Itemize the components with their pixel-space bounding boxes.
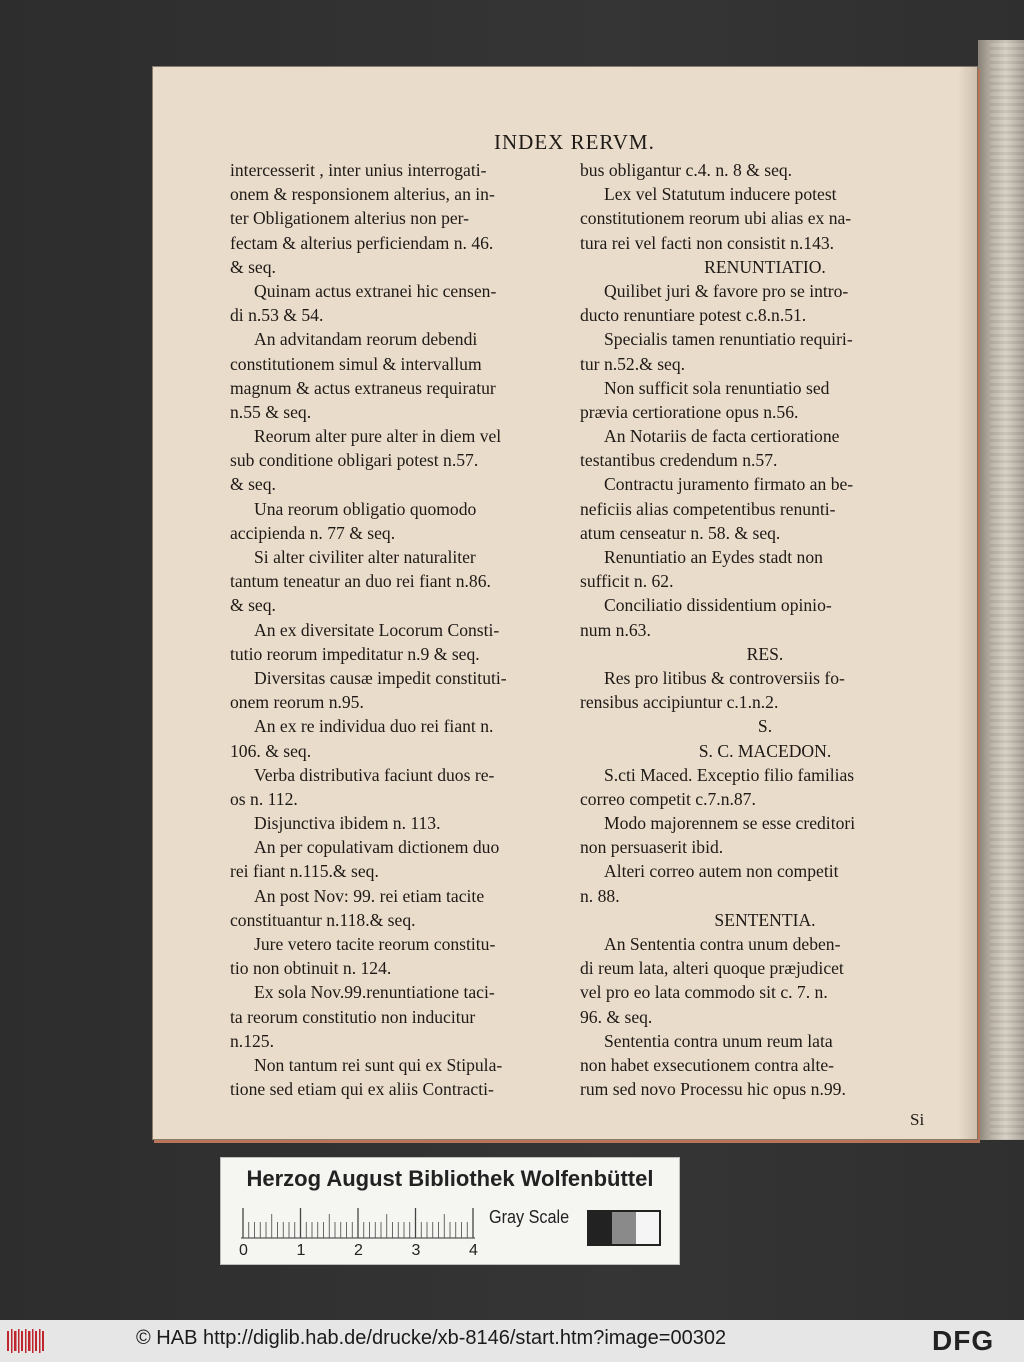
index-line: & seq. bbox=[230, 474, 276, 495]
index-line: Reorum alter pure alter in diem vel bbox=[254, 426, 502, 447]
index-line: correo competit c.7.n.87. bbox=[580, 788, 756, 809]
index-line: di reum lata, alteri quoque præjudicet bbox=[580, 958, 844, 979]
index-line: Ex sola Nov.99.renuntiatione taci- bbox=[254, 982, 495, 1003]
left-column bbox=[230, 158, 572, 1101]
index-line: Disjunctiva ibidem n. 113. bbox=[254, 813, 441, 834]
index-line: & seq. bbox=[230, 256, 276, 277]
index-line: Verba distributiva faciunt duos re- bbox=[254, 764, 495, 785]
index-line: tantum teneatur an duo rei fiant n.86. bbox=[230, 571, 491, 592]
index-line: Quilibet juri & favore pro se intro- bbox=[604, 280, 849, 301]
ruler-label: 3 bbox=[411, 1242, 421, 1259]
index-line: constitutionem reorum ubi alias ex na- bbox=[580, 208, 852, 229]
index-line: An Sententia contra unum deben- bbox=[604, 934, 841, 954]
index-line: testantibus credendum n.57. bbox=[580, 450, 778, 471]
index-line: tio non obtinuit n. 124. bbox=[230, 958, 392, 979]
index-line: tur n.52.& seq. bbox=[580, 353, 686, 374]
footer-credit: © HAB http://diglib.hab.de/drucke/xb-8146/start.htm?image=00302 bbox=[136, 1327, 727, 1349]
index-line: vel pro eo lata commodo sit c. 7. n. bbox=[580, 982, 828, 1003]
index-line: Non sufficit sola renuntiatio sed bbox=[604, 377, 830, 398]
gray-swatch-patch bbox=[612, 1212, 635, 1244]
index-line: Alteri correo autem non competit bbox=[604, 861, 839, 882]
index-line: 106. & seq. bbox=[230, 740, 312, 761]
index-line: neficiis alias competentibus renunti- bbox=[580, 498, 836, 519]
section-heading: S. bbox=[757, 716, 773, 737]
section-heading: S. C. MACEDON. bbox=[698, 740, 832, 761]
index-line: Renuntiatio an Eydes stadt non bbox=[604, 547, 823, 567]
index-line: ducto renuntiare potest c.8.n.51. bbox=[580, 305, 807, 326]
index-line: os n. 112. bbox=[230, 788, 298, 809]
gray-swatch-patch bbox=[589, 1212, 612, 1244]
index-line: An advitandam reorum debendi bbox=[254, 329, 478, 350]
right-column bbox=[580, 158, 950, 1101]
index-line: rensibus accipiuntur c.1.n.2. bbox=[580, 692, 779, 713]
index-line: An per copulativam dictionem duo bbox=[254, 837, 500, 858]
index-line: prævia certioratione opus n.56. bbox=[580, 401, 799, 422]
index-line: An ex re individua duo rei fiant n. bbox=[254, 716, 494, 737]
color-target-card bbox=[220, 1157, 680, 1265]
index-line: Quinam actus extranei hic censen- bbox=[254, 280, 497, 301]
index-line: di n.53 & 54. bbox=[230, 305, 324, 326]
section-heading: SENTENTIA. bbox=[714, 909, 816, 930]
index-line: sub conditione obligari potest n.57. bbox=[230, 450, 479, 471]
index-line: Modo majorennem se esse creditori bbox=[604, 813, 856, 834]
index-line: intercesserit , inter unius interrogati- bbox=[230, 160, 487, 180]
section-heading: RENUNTIATIO. bbox=[704, 256, 826, 277]
index-line: magnum & actus extraneus requiratur bbox=[230, 377, 496, 398]
ruler-label: 0 bbox=[239, 1242, 248, 1259]
index-line: Una reorum obligatio quomodo bbox=[254, 498, 477, 519]
gray-scale-swatch bbox=[587, 1210, 661, 1246]
index-line: & seq. bbox=[230, 595, 276, 616]
index-line: n.125. bbox=[230, 1030, 274, 1051]
index-line: sufficit n. 62. bbox=[580, 571, 674, 592]
index-line: Non tantum rei sunt qui ex Stipula- bbox=[254, 1054, 503, 1075]
index-line: onem reorum n.95. bbox=[230, 692, 364, 713]
measurement-ruler bbox=[239, 1206, 479, 1240]
index-line: Contractu juramento firmato an be- bbox=[604, 474, 854, 495]
index-line: rum sed novo Processu hic opus n.99. bbox=[580, 1079, 846, 1100]
index-line: n.55 & seq. bbox=[230, 401, 312, 422]
dfg-logo: DFG bbox=[932, 1325, 995, 1356]
hab-barcode-icon bbox=[6, 1327, 46, 1355]
index-line: onem & responsionem alterius, an in- bbox=[230, 184, 495, 205]
index-line: constituantur n.118.& seq. bbox=[230, 909, 416, 930]
index-line: non habet exsecutionem contra alte- bbox=[580, 1054, 835, 1075]
index-line: Res pro litibus & controversiis fo- bbox=[604, 667, 845, 688]
catchword: Si bbox=[910, 1110, 925, 1129]
index-line: atum censeatur n. 58. & seq. bbox=[580, 522, 781, 543]
index-line: An post Nov: 99. rei etiam tacite bbox=[254, 885, 485, 906]
page-header: INDEX RERVM. bbox=[494, 130, 655, 154]
index-line: n. 88. bbox=[580, 885, 620, 906]
book-edge-texture bbox=[990, 40, 1024, 1140]
index-line: An ex diversitate Locorum Consti- bbox=[254, 619, 500, 640]
index-line: rei fiant n.115.& seq. bbox=[230, 861, 379, 882]
book-page bbox=[152, 66, 978, 1140]
index-line: accipienda n. 77 & seq. bbox=[230, 522, 396, 543]
index-line: tione sed etiam qui ex aliis Contracti- bbox=[230, 1079, 494, 1100]
library-title: Herzog August Bibliothek Wolfenbüttel bbox=[246, 1166, 654, 1191]
index-line: Sententia contra unum reum lata bbox=[604, 1030, 833, 1051]
index-line: Diversitas causæ impedit constituti- bbox=[254, 667, 507, 688]
index-line: S.cti Maced. Exceptio filio familias bbox=[604, 764, 855, 785]
ruler-label: 1 bbox=[296, 1242, 306, 1259]
index-line: non persuaserit ibid. bbox=[580, 837, 724, 858]
ruler-label: 4 bbox=[469, 1242, 478, 1259]
index-line: tutio reorum impeditatur n.9 & seq. bbox=[230, 643, 480, 664]
index-line: Jure vetero tacite reorum constitu- bbox=[254, 934, 496, 954]
index-line: fectam & alterius perficiendam n. 46. bbox=[230, 232, 494, 253]
ruler-label: 2 bbox=[354, 1242, 363, 1259]
index-line: ter Obligationem alterius non per- bbox=[230, 208, 470, 229]
index-line: num n.63. bbox=[580, 619, 651, 640]
index-line: ta reorum constitutio non inducitur bbox=[230, 1006, 476, 1027]
index-line: Lex vel Statutum inducere potest bbox=[604, 184, 837, 205]
index-line: bus obligantur c.4. n. 8 & seq. bbox=[580, 160, 793, 180]
index-line: 96. & seq. bbox=[580, 1006, 653, 1027]
index-line: Si alter civiliter alter naturaliter bbox=[254, 547, 476, 567]
index-line: An Notariis de facta certioratione bbox=[604, 426, 840, 447]
index-line: Conciliatio dissidentium opinio- bbox=[604, 595, 832, 616]
section-heading: RES. bbox=[746, 643, 784, 664]
footer-bar bbox=[0, 1320, 1024, 1362]
index-line: constitutionem simul & intervallum bbox=[230, 353, 482, 374]
gray-swatch-patch bbox=[636, 1212, 659, 1244]
index-line: Specialis tamen renuntiatio requiri- bbox=[604, 329, 853, 350]
index-line: tura rei vel facti non consistit n.143. bbox=[580, 232, 835, 253]
gray-scale-label: Gray Scale bbox=[489, 1207, 570, 1227]
